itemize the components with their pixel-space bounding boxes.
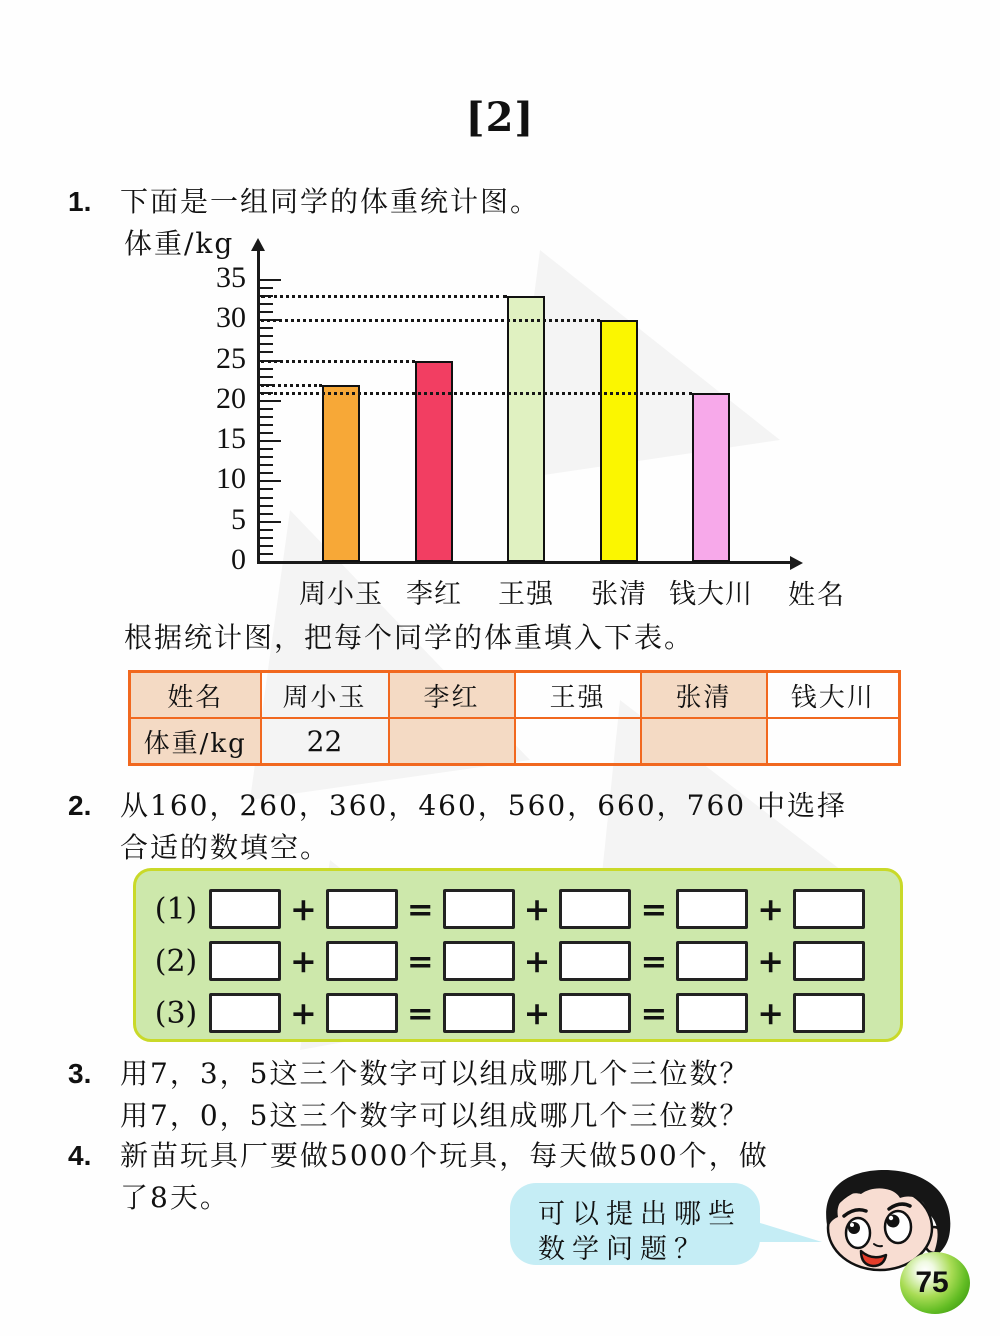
y-axis-tick	[260, 440, 281, 442]
y-tick-label: 25	[216, 341, 246, 375]
y-axis-tick	[260, 351, 273, 353]
answer-box[interactable]	[443, 993, 515, 1033]
answer-box[interactable]	[326, 993, 398, 1033]
equation-panel	[133, 868, 903, 1042]
operator-plus: +	[523, 942, 551, 980]
y-tick-label: 20	[216, 381, 246, 415]
y-axis-tick	[260, 488, 273, 490]
bar-周小玉	[322, 385, 360, 562]
dotted-guideline	[261, 360, 415, 363]
table-value-row	[130, 718, 900, 765]
problem3-text-line1: 3. 用7，3，5这三个数字可以组成哪几个三位数？	[68, 1057, 750, 1090]
y-axis-tick	[260, 537, 273, 539]
table-cell-weight-blank[interactable]	[641, 718, 767, 765]
page-title: [2]	[465, 94, 535, 141]
bar-钱大川	[692, 393, 730, 562]
operator-plus: +	[290, 994, 317, 1032]
equation-row-label: (3)	[154, 995, 198, 1031]
operator-equals: =	[640, 942, 668, 980]
bar-李红	[415, 361, 453, 563]
answer-box[interactable]	[326, 941, 398, 981]
speech-bubble-line2: 数学问题？	[538, 1234, 708, 1265]
page-number-badge	[900, 1252, 970, 1314]
operator-equals: =	[406, 994, 434, 1032]
operator-plus: +	[523, 994, 551, 1032]
operator-plus: +	[757, 942, 785, 980]
dotted-guideline	[261, 384, 322, 387]
table-cell-weight-blank[interactable]	[389, 718, 515, 765]
y-axis-tick	[260, 416, 273, 418]
bar-王强	[507, 296, 545, 562]
dotted-guideline	[261, 295, 507, 298]
y-axis-tick	[260, 472, 273, 474]
y-axis-tick	[260, 400, 281, 402]
y-axis-tick	[260, 335, 273, 337]
y-tick-label: 30	[216, 301, 246, 335]
y-axis-tick	[260, 432, 273, 434]
y-axis-tick	[260, 448, 273, 450]
answer-box[interactable]	[443, 941, 515, 981]
problem3-number: 3.	[68, 1058, 92, 1089]
y-axis-tick	[260, 545, 273, 547]
y-axis-tick	[260, 408, 273, 410]
answer-box[interactable]	[559, 941, 631, 981]
problem2-number: 2.	[68, 790, 92, 821]
y-axis-tick	[260, 279, 281, 281]
y-tick-label: 10	[216, 462, 246, 496]
table-cell-weight-blank[interactable]	[515, 718, 641, 765]
y-axis-tick	[260, 424, 273, 426]
x-axis-title: 姓名	[788, 580, 846, 611]
x-category-label: 李红	[406, 579, 462, 610]
answer-box[interactable]	[793, 993, 865, 1033]
problem1-text: 1. 下面是一组同学的体重统计图。	[68, 185, 541, 218]
problem4-number: 4.	[68, 1140, 92, 1171]
operator-plus: +	[757, 994, 785, 1032]
y-axis-tick	[260, 368, 273, 370]
operator-plus: +	[290, 942, 317, 980]
table-cell-weight: 22	[261, 718, 389, 765]
y-axis-tick	[260, 303, 273, 305]
operator-plus: +	[757, 890, 785, 928]
y-tick-label: 15	[216, 422, 246, 456]
y-axis-title: 体重/kg	[124, 227, 235, 260]
speech-bubble-line1: 可以提出哪些	[538, 1199, 742, 1230]
answer-box[interactable]	[209, 889, 281, 929]
weight-table	[128, 670, 901, 766]
y-tick-label: 0	[231, 543, 246, 576]
y-tick-label: 5	[231, 502, 246, 536]
page-number: 75	[915, 1266, 949, 1299]
y-axis-tick	[260, 311, 273, 313]
y-axis-tick	[260, 529, 273, 531]
operator-equals: =	[640, 994, 668, 1032]
table-cell-weight-blank[interactable]	[767, 718, 900, 765]
answer-box[interactable]	[676, 993, 748, 1033]
problem4-text-line1: 4. 新苗玩具厂要做5000个玩具，每天做500个，做	[68, 1139, 769, 1172]
problem2-text-line1: 2. 从160，260，360，460，560，660，760 中选择	[68, 789, 848, 822]
x-axis-arrow-icon	[790, 556, 803, 570]
operator-equals: =	[406, 890, 434, 928]
answer-box[interactable]	[793, 889, 865, 929]
equation-row	[152, 993, 865, 1033]
y-axis-tick	[260, 327, 273, 329]
answer-box[interactable]	[209, 993, 281, 1033]
dotted-guideline	[261, 319, 600, 322]
y-axis-tick	[260, 505, 273, 507]
equation-row-label: (1)	[154, 891, 198, 927]
speech-bubble	[510, 1183, 760, 1265]
answer-box[interactable]	[443, 889, 515, 929]
x-category-label: 张清	[591, 579, 647, 610]
problem4-text-line2: 了8天。	[120, 1181, 230, 1214]
equation-row	[152, 941, 865, 981]
answer-box[interactable]	[209, 941, 281, 981]
y-axis-tick	[260, 480, 281, 482]
y-axis-tick	[260, 513, 273, 515]
problem1-note: 根据统计图，把每个同学的体重填入下表。	[124, 621, 695, 654]
answer-box[interactable]	[326, 889, 398, 929]
operator-equals: =	[640, 890, 668, 928]
y-axis-tick	[260, 497, 273, 499]
y-axis-tick	[260, 521, 281, 523]
answer-box[interactable]	[676, 889, 748, 929]
y-axis-tick	[260, 376, 273, 378]
table-header-cell: 周小玉	[261, 672, 389, 719]
equation-row-label: (2)	[154, 943, 198, 979]
answer-box[interactable]	[676, 941, 748, 981]
operator-equals: =	[406, 942, 434, 980]
y-axis-tick	[260, 343, 273, 345]
problem1-number: 1.	[68, 186, 92, 217]
bar-张清	[600, 320, 638, 562]
table-row-label: 体重/kg	[130, 718, 261, 765]
table-header-cell: 钱大川	[767, 672, 900, 719]
y-axis-tick	[260, 553, 273, 555]
table-header-cell: 姓名	[130, 672, 261, 719]
y-axis-tick	[260, 287, 273, 289]
x-category-label: 周小玉	[299, 579, 383, 610]
problem3-text-line2: 用7，0，5这三个数字可以组成哪几个三位数？	[120, 1099, 750, 1132]
answer-box[interactable]	[793, 941, 865, 981]
y-axis-tick	[260, 464, 273, 466]
answer-box[interactable]	[559, 993, 631, 1033]
table-header-cell: 王强	[515, 672, 641, 719]
y-axis-tick	[260, 456, 273, 458]
table-header-cell: 李红	[389, 672, 515, 719]
answer-box[interactable]	[559, 889, 631, 929]
operator-plus: +	[290, 890, 317, 928]
y-tick-label: 35	[216, 260, 246, 294]
dotted-guideline	[261, 392, 692, 395]
table-header-row	[130, 672, 900, 719]
problem2-text-line2: 合适的数填空。	[120, 831, 331, 864]
equation-row	[152, 889, 865, 929]
operator-plus: +	[523, 890, 551, 928]
x-category-label: 王强	[498, 579, 554, 610]
x-category-label: 钱大川	[669, 579, 753, 610]
table-header-cell: 张清	[641, 672, 767, 719]
